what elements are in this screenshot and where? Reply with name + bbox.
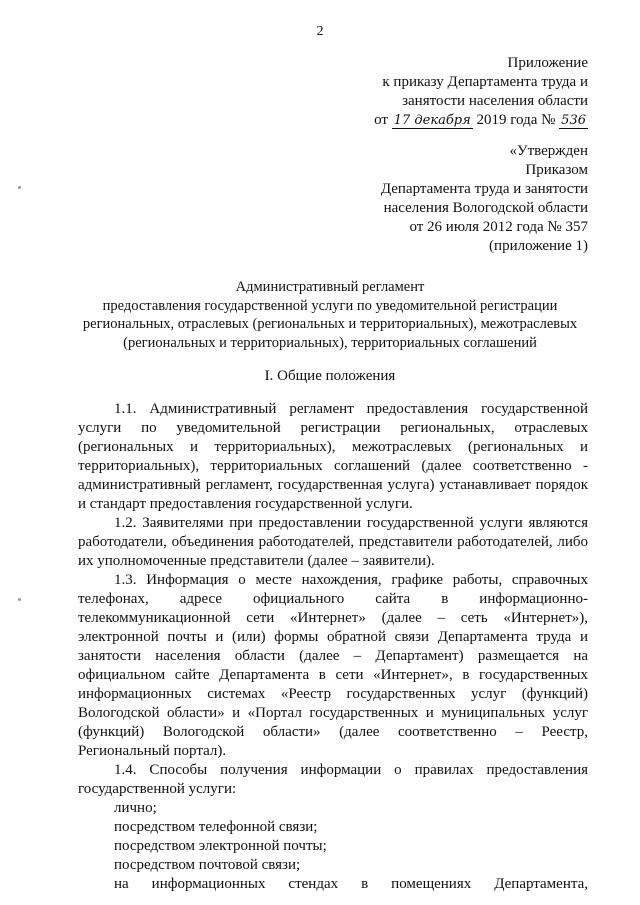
paragraph-1-2: 1.2. Заявителями при предоставлении государственной услуги являются работодатели, объединения работодателей, представители работодателей, либо их уполномоченные представители (далее – заявители). <box>78 515 588 569</box>
appendix-prefix: от <box>374 112 388 128</box>
scan-mark <box>18 186 21 189</box>
approved-line: населения Вологодской области <box>383 200 588 216</box>
title-line: (региональных и территориальных), территориальных соглашений <box>123 334 537 351</box>
appendix-year: 2019 года № <box>476 112 556 128</box>
paragraph-1-3: 1.3. Информация о месте нахождения, графике работы, справочных телефонах, адресе официального сайта в информационно-телекоммуникационной сети «Интернет» (далее – сеть «Интернет»), электронной почты и (или) формы обратной связи Департамента труда и занятости населения области (далее – Департамент) размещается на официальном сайте Департамента в сети «Интернет», в государственных информационных системах «Реестр государственных услуг (функций) Вологодской области» и «Портал государственных и муниципальных услуг (функций) Вологодской области» (далее соответственно – Реестр, Региональный портал). <box>78 572 588 759</box>
approved-block <box>381 142 588 256</box>
approved-line: (приложение 1) <box>489 238 588 254</box>
handwritten-date: 17 декабря <box>393 113 471 128</box>
appendix-block <box>374 54 588 130</box>
appendix-line: занятости населения области <box>402 93 588 109</box>
approved-line: «Утвержден <box>509 143 588 159</box>
title-line: Административный регламент <box>235 279 425 295</box>
section-heading: I. Общие положения <box>264 368 396 384</box>
list-item: посредством почтовой связи; <box>114 857 301 873</box>
appendix-line: к приказу Департамента труда и <box>382 74 588 90</box>
page-number: 2 <box>316 24 324 39</box>
handwritten-number: 536 <box>561 113 586 128</box>
list-item: посредством телефонной связи; <box>114 819 318 835</box>
approved-line: Департамента труда и занятости <box>380 181 588 197</box>
approved-line: от 26 июля 2012 года № 357 <box>409 219 588 235</box>
list-item: лично; <box>114 800 157 816</box>
document-title <box>60 278 600 352</box>
title-line: региональных, отраслевых (региональных и территориальных), межотраслевых <box>82 316 578 332</box>
scan-mark <box>18 598 21 601</box>
list-item: посредством электронной почты; <box>114 838 327 854</box>
document-body <box>78 400 588 894</box>
appendix-date-line <box>374 111 588 130</box>
approved-line: Приказом <box>525 162 588 178</box>
title-line: предоставления государственной услуги по уведомительной регистрации <box>102 297 558 314</box>
list-item: на информационных стендах в помещениях Департамента, <box>114 876 588 892</box>
appendix-line: Приложение <box>507 55 588 71</box>
paragraph-1-1: 1.1. Административный регламент предоставления государственной услуги по уведомительной регистрации региональных, отраслевых (региональных и территориальных), межотраслевых (региональных и территориальных), территориальных соглашений (далее соответственно - административный регламент, государственная услуга) устанавливает порядок и стандарт предоставления государственной услуги. <box>78 401 588 512</box>
paragraph-1-4: 1.4. Способы получения информации о правилах предоставления государственной услуги: <box>78 762 588 797</box>
